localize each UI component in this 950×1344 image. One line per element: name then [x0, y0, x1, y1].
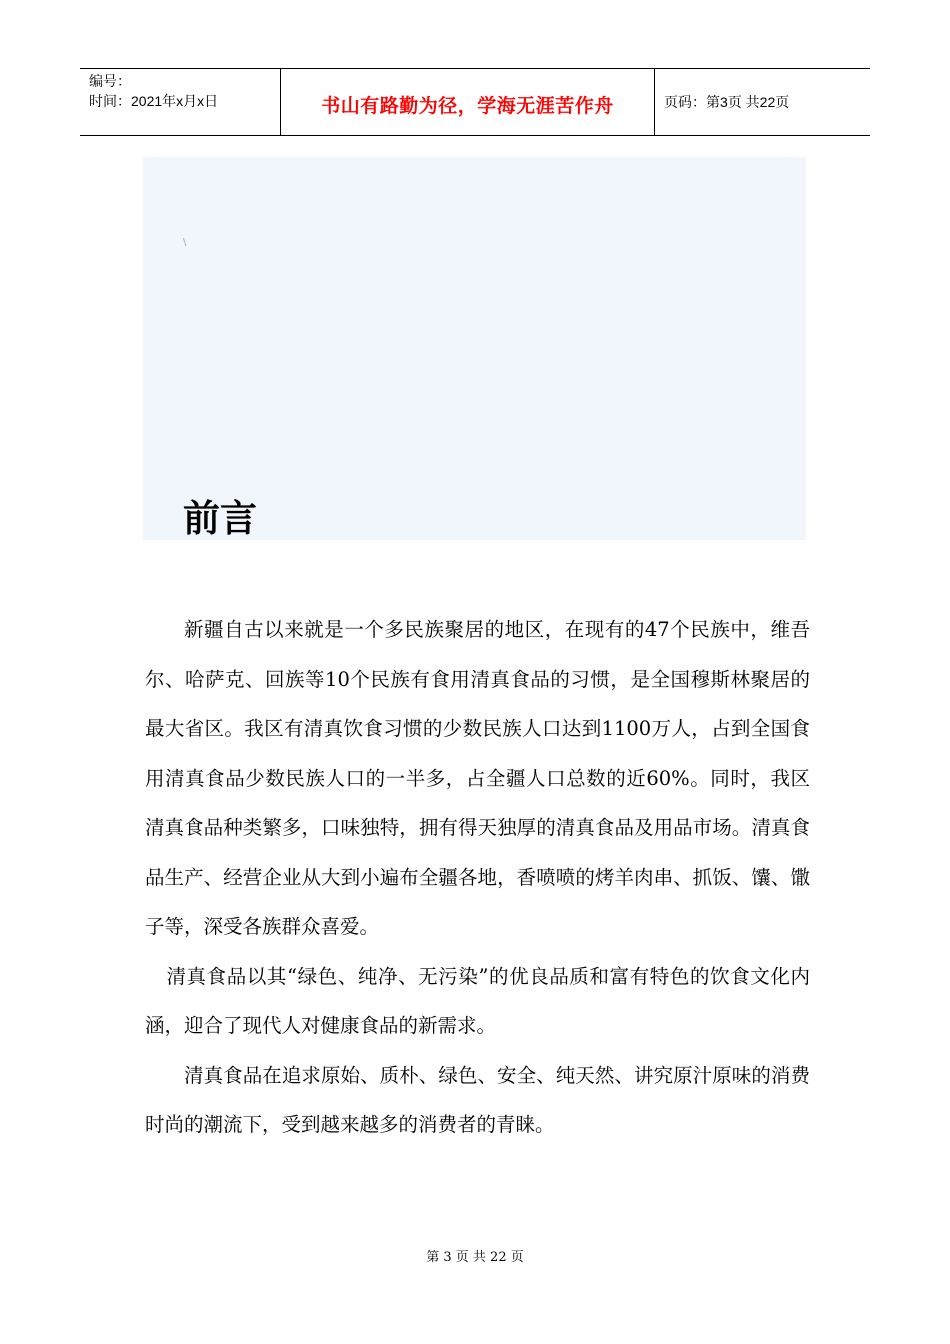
- document-date: 时间：2021年x月x日: [89, 93, 219, 109]
- preface-body: [145, 605, 810, 1150]
- paragraph: 清真食品以其“绿色、纯净、无污染”的优良品质和富有特色的饮食文化内涵，迎合了现代人对健康食品的新需求。: [145, 964, 810, 1037]
- header-page-cell: [655, 69, 870, 135]
- preface-cover-box: [143, 157, 806, 540]
- header-motto: 书山有路勤为径，学海无涯苦作舟: [321, 94, 614, 117]
- document-number-label: 编号：: [89, 73, 131, 89]
- header-motto-cell: [281, 69, 655, 135]
- stray-mark: \: [183, 237, 187, 248]
- page-footer: [0, 1246, 950, 1265]
- footer-page-number: 第 3 页 共 22 页: [426, 1250, 524, 1265]
- paragraph: 新疆自古以来就是一个多民族聚居的地区，在现有的47个民族中，维吾尔、哈萨克、回族等10个民族有食用清真食品的习惯，是全国穆斯林聚居的最大省区。我区有清真饮食习惯的少数民族人口达到1100万人，占到全国食用清真食品少数民族人口的一半多，占全疆人口总数的近60%。同时，我区清真食品种类繁多，口味独特，拥有得天独厚的清真食品及用品市场。清真食品生产、经营企业从大到小遍布全疆各地，香喷喷的烤羊肉串、抓饭、馕、馓子等，深受各族群众喜爱。: [145, 618, 810, 938]
- preface-title: 前言: [183, 496, 257, 540]
- document-header: [80, 68, 870, 136]
- paragraph: 清真食品在追求原始、质朴、绿色、安全、纯天然、讲究原汁原味的消费时尚的潮流下，受到越来越多的消费者的青睐。: [145, 1063, 810, 1136]
- header-page-info: 页码：第3页 共22页: [664, 94, 790, 110]
- header-meta-cell: [80, 69, 281, 135]
